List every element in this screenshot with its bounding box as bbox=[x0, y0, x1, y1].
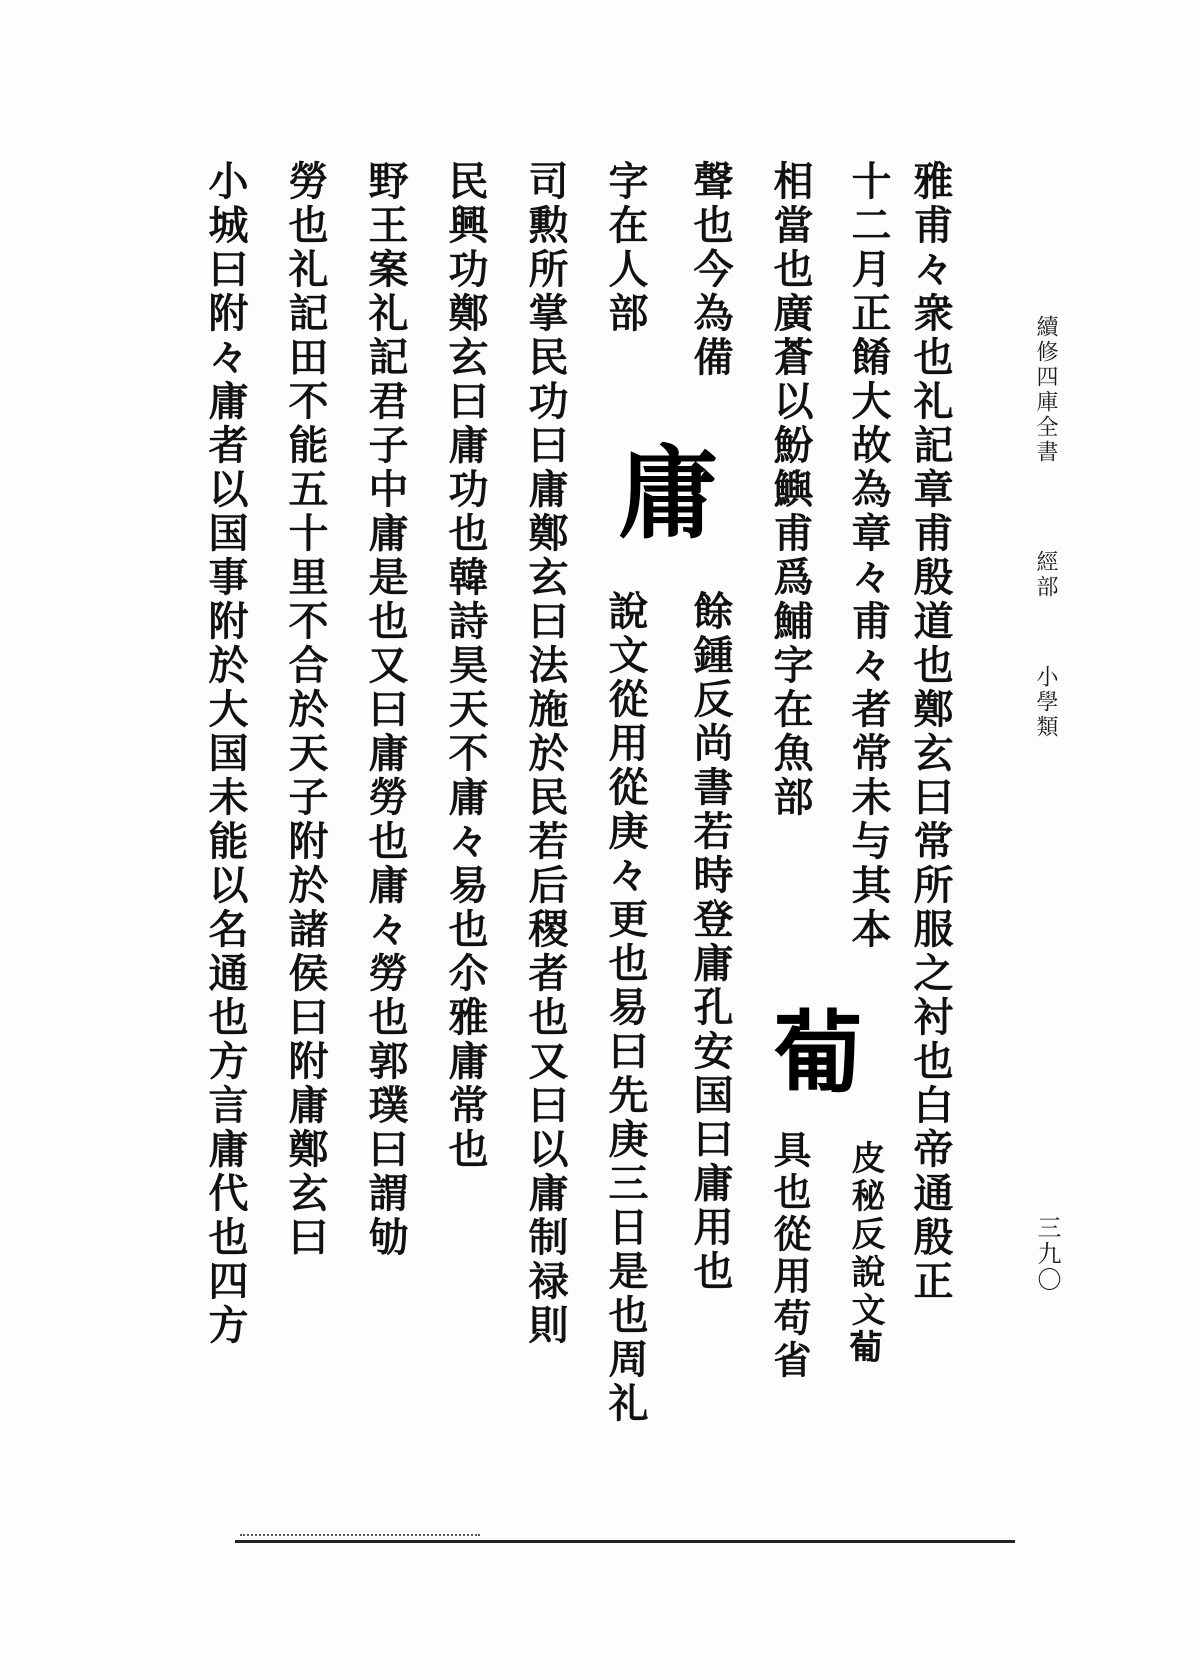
text-column: 相當也廣蒼以魵鱮甫爲鯆字在魚部 bbox=[767, 160, 814, 820]
bottom-rule bbox=[235, 1540, 1015, 1543]
text-column: 司勲所掌民功曰庸鄭玄曰法施於民若后稷者也又曰以庸制禄則 bbox=[522, 160, 569, 1348]
text-column: 野王案礼記君子中庸是也又曰庸勞也庸々勞也郭璞曰謂劬 bbox=[362, 160, 409, 1260]
entry-note: 餘鍾反尚書若時登庸孔安国曰庸用也 bbox=[687, 590, 734, 1294]
category-label: 小學類 bbox=[1033, 665, 1058, 740]
text-column: 字在人部 bbox=[602, 160, 649, 336]
page-number: 三九〇 bbox=[1033, 1215, 1061, 1293]
entry-note: 具也從用苟省 bbox=[767, 1130, 812, 1382]
text-column: 小城曰附々庸者以国事附於大国未能以名通也方言庸代也四方 bbox=[202, 160, 249, 1348]
text-column: 勞也礼記田不能五十里不合於天子附於諸侯曰附庸鄭玄曰 bbox=[282, 160, 329, 1260]
book-title: 續修四庫全書 bbox=[1033, 315, 1058, 465]
text-column: 聲也今為備 bbox=[687, 160, 734, 380]
entry-head-character: 𤰈 bbox=[762, 1010, 868, 1100]
entry-note: 說文從用從庚々更也易曰先庚三日是也周礼 bbox=[602, 590, 649, 1426]
text-column: 雅甫々衆也礼記章甫殷道也鄭玄曰常所服之衬也白帝通殷正 bbox=[907, 160, 954, 1304]
entry-note: 皮秘反說文𤰈 bbox=[845, 1140, 885, 1368]
section-label: 經部 bbox=[1033, 550, 1058, 600]
text-column: 十二月正餚大故為章々甫々者常未与其本 bbox=[845, 160, 892, 952]
text-column: 民興功鄭玄曰庸功也韓詩昊天不庸々易也尒雅庸常也 bbox=[442, 160, 489, 1172]
entry-head-character: 庸 bbox=[601, 440, 719, 540]
